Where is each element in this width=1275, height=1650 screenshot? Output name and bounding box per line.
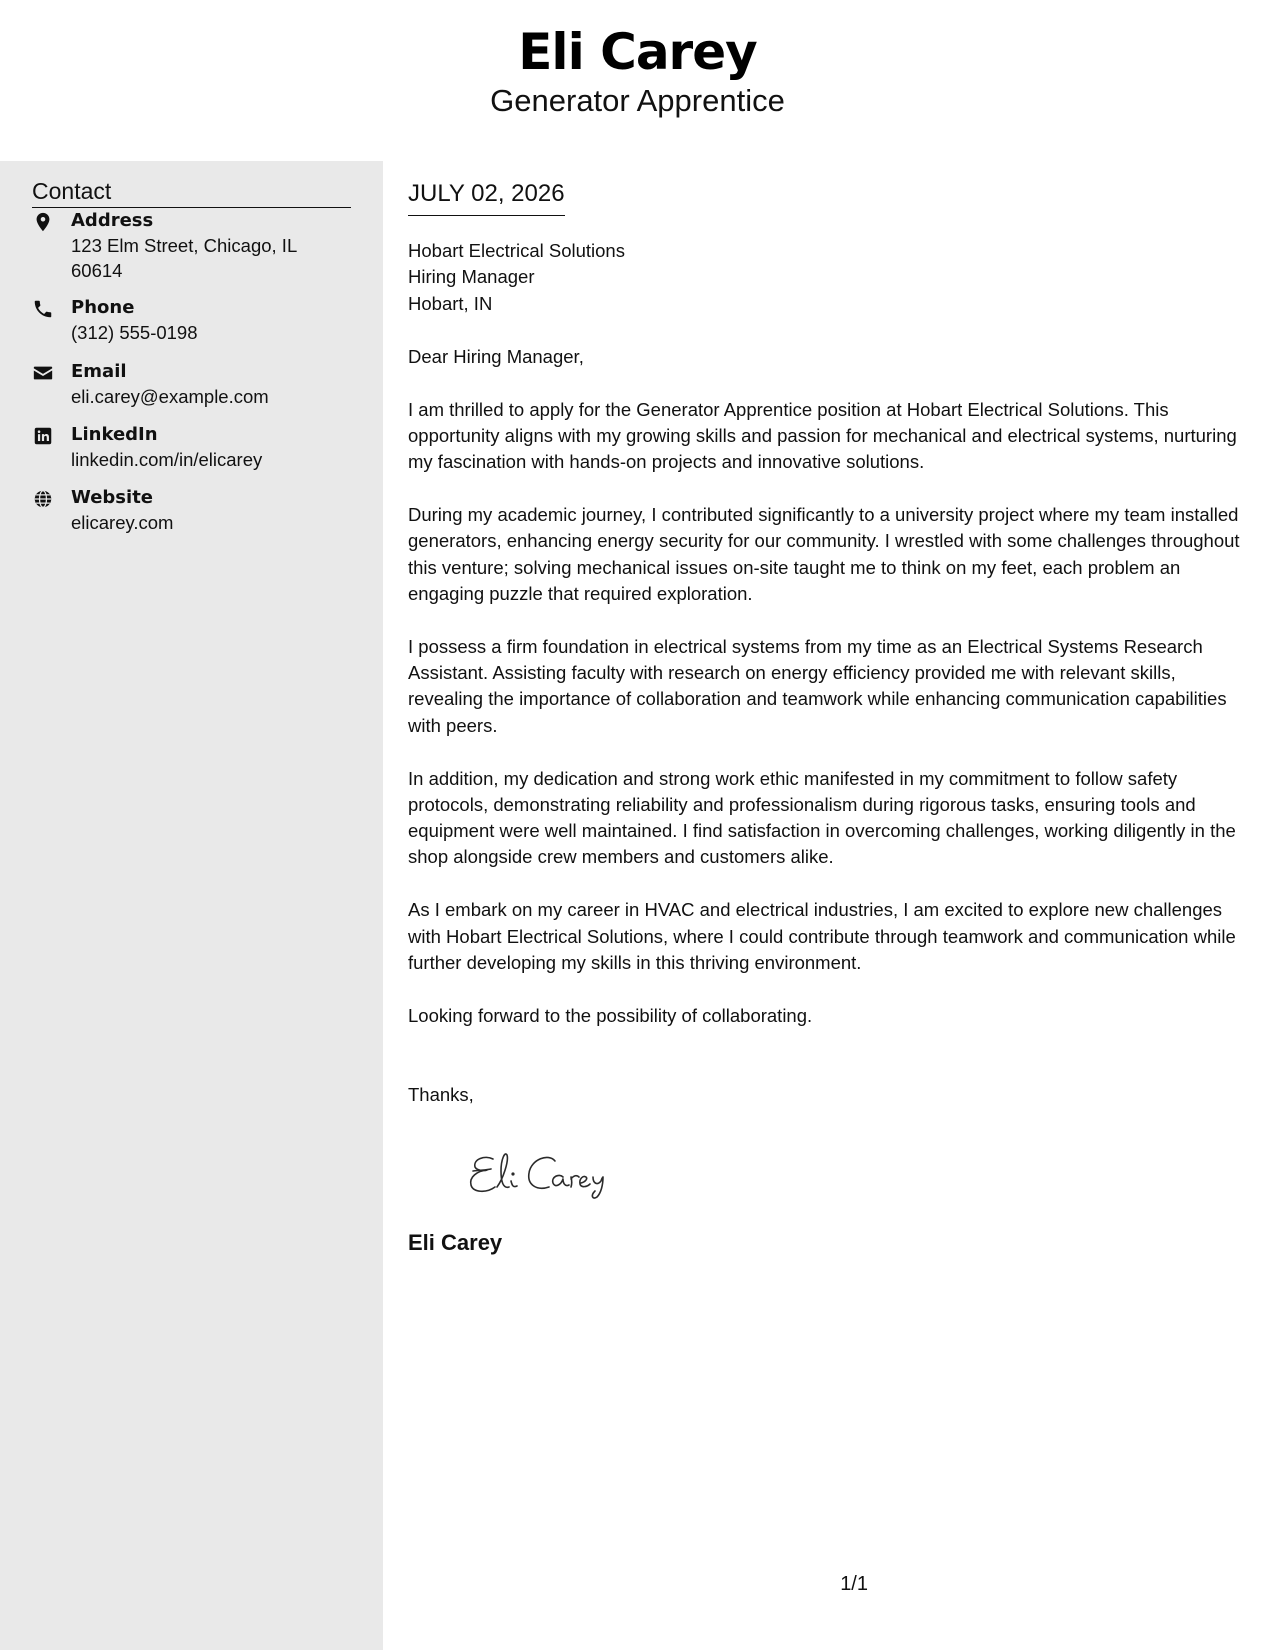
letter-date: JULY 02, 2026: [408, 179, 565, 216]
paragraph: As I embark on my career in HVAC and electrical industries, I am excited to explore new challenges with Hobart Electrical Solutions, where I could contribute through teamwork and communication while further developing my skills in this thriving environment.: [408, 899, 1236, 973]
page-number: 1/1: [840, 1573, 868, 1595]
applicant-name: Eli Carey: [518, 23, 757, 81]
paragraph: During my academic journey, I contributed significantly to a university project where my team installed generators, enhancing energy security for our community. I wrestled with some challenges throughout this venture; solving mechanical issues on-site taught me to think on my feet, each problem an engaging puzzle that required exploration.: [408, 504, 1240, 605]
phone-icon: [32, 298, 54, 320]
applicant-job-title: Generator Apprentice: [490, 83, 785, 118]
contact-value-address: 123 Elm Street, Chicago, IL 60614: [71, 235, 297, 281]
contact-label-address: Address: [71, 210, 154, 231]
letter-header: [0, 0, 1275, 161]
paragraph: I possess a firm foundation in electrical systems from my time as an Electrical Systems Research Assistant. Assisting faculty with research on energy efficiency provided me with relevant skills, revealing the importance of collaboration and teamwork while enhancing communication capabilities with peers.: [408, 635, 1227, 736]
envelope-icon: [32, 362, 54, 384]
letter-content: [408, 344, 1240, 1055]
linkedin-icon: [32, 425, 54, 447]
contact-label-linkedin: LinkedIn: [71, 424, 158, 445]
location-pin-icon: [32, 211, 54, 233]
paragraph: Looking forward to the possibility of collaborating.: [408, 1004, 813, 1026]
contact-value-website[interactable]: elicarey.com: [71, 512, 174, 533]
recipient-role: Hiring Manager: [408, 266, 535, 288]
contact-label-phone: Phone: [71, 297, 135, 318]
globe-icon: [32, 488, 54, 510]
contact-sidebar: [0, 161, 383, 1650]
handwritten-signature: [463, 1141, 633, 1201]
paragraph: In addition, my dedication and strong work ethic manifested in my commitment to follow safety protocols, demonstrating reliability and professionalism during rigorous tasks, ensuring tools and equipment were well maintained. I find satisfaction in overcoming challenges, working diligently in the shop alongside crew members and customers alike.: [408, 767, 1236, 868]
contact-value-phone: (312) 555-0198: [71, 322, 198, 343]
paragraph: I am thrilled to apply for the Generator Apprentice position at Hobart Electrical Solutions. This opportunity aligns with my growing skills and passion for mechanical and electrical systems, nurturing my fascination with hands-on projects and innovative solutions.: [408, 398, 1237, 473]
contact-heading: Contact: [32, 177, 351, 208]
salutation: Dear Hiring Manager,: [408, 346, 584, 367]
contact-value-linkedin[interactable]: linkedin.com/in/elicarey: [71, 449, 263, 470]
recipient-company: Hobart Electrical Solutions: [408, 240, 625, 261]
signer-name: Eli Carey: [408, 1230, 503, 1255]
contact-label-website: Website: [71, 487, 154, 508]
contact-label-email: Email: [71, 361, 127, 382]
contact-value-email[interactable]: eli.carey@example.com: [71, 386, 269, 407]
recipient-block: [408, 238, 625, 317]
closing: Thanks,: [408, 1084, 474, 1105]
recipient-location: Hobart, IN: [408, 292, 493, 314]
